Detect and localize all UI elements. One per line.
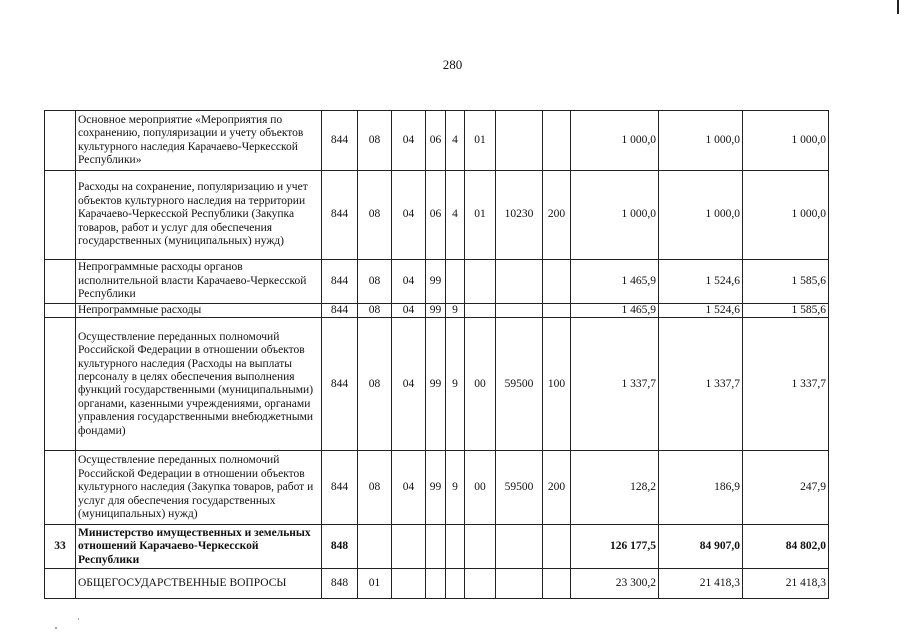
target-code-part3: 01 [465,171,496,260]
amount-year-1: 1 465,9 [571,260,659,304]
row-number [45,260,76,304]
target-code-part4 [496,569,543,599]
section-code: 08 [358,260,392,304]
target-code-part2 [446,525,465,569]
row-number [45,569,76,599]
section-code [358,525,392,569]
ministry-code: 844 [322,260,358,304]
ministry-code: 848 [322,569,358,599]
expense-type-code: 200 [543,171,571,260]
target-code-part3 [465,304,496,318]
amount-year-1: 1 337,7 [571,318,659,451]
ministry-code: 848 [322,525,358,569]
target-code-part4: 59500 [496,451,543,525]
row-description: Непрограммные расходы [76,304,322,318]
table-row [45,304,829,318]
target-code-part4: 59500 [496,318,543,451]
ministry-code: 844 [322,111,358,171]
section-code: 08 [358,171,392,260]
amount-year-1: 23 300,2 [571,569,659,599]
target-code-part4 [496,525,543,569]
row-number [45,304,76,318]
amount-year-2: 1 000,0 [659,111,743,171]
amount-year-1: 1 000,0 [571,111,659,171]
target-code-part1: 99 [426,318,446,451]
target-code-part1 [426,569,446,599]
subsection-code [392,569,426,599]
target-code-part1: 99 [426,304,446,318]
expense-type-code: 100 [543,318,571,451]
amount-year-1: 126 177,5 [571,525,659,569]
expense-type-code: 200 [543,451,571,525]
row-description: Непрограммные расходы органов исполнительной власти Карачаево-Черкесской Республики [76,260,322,304]
row-description: Расходы на сохранение, популяризацию и учет объектов культурного наследия на территории Карачаево-Черкесской Республики (Закупка товаров, работ и услуг для обеспечения государственных (муниципальных) нужд) [76,171,322,260]
ministry-code: 844 [322,451,358,525]
target-code-part4 [496,304,543,318]
target-code-part4 [496,111,543,171]
section-code: 08 [358,304,392,318]
amount-year-3: 1 337,7 [743,318,829,451]
subsection-code: 04 [392,171,426,260]
target-code-part1: 99 [426,451,446,525]
table-row [45,525,829,569]
target-code-part1 [426,525,446,569]
row-number [45,171,76,260]
target-code-part4 [496,260,543,304]
ministry-code: 844 [322,304,358,318]
corner-mark [897,0,899,14]
amount-year-3: 247,9 [743,451,829,525]
table-body [45,111,829,599]
target-code-part2: 4 [446,171,465,260]
expense-type-code [543,260,571,304]
subsection-code: 04 [392,318,426,451]
expense-type-code [543,111,571,171]
amount-year-3: 1 585,6 [743,260,829,304]
amount-year-2: 1 524,6 [659,260,743,304]
expense-type-code [543,304,571,318]
budget-table [44,110,829,599]
row-description: Основное мероприятие «Мероприятия по сохранению, популяризации и учету объектов культурного наследия Карачаево-Черкесской Республики» [76,111,322,171]
amount-year-2: 1 337,7 [659,318,743,451]
row-description: Осуществление переданных полномочий Российской Федерации в отношении объектов культурного наследия (Закупка товаров, работ и услуг для обеспечения государственных (муниципальных) нужд) [76,451,322,525]
amount-year-2: 21 418,3 [659,569,743,599]
target-code-part2: 9 [446,451,465,525]
subsection-code: 04 [392,304,426,318]
target-code-part2: 9 [446,318,465,451]
amount-year-3: 1 000,0 [743,111,829,171]
scan-speck [78,618,79,620]
subsection-code: 04 [392,451,426,525]
row-description: Осуществление переданных полномочий Российской Федерации в отношении объектов культурного наследия (Расходы на выплаты персоналу в целях обеспечения выполнения функций государственными (муниципальными) органами, казенными учреждениями, органами управления государственными внебюджетными фондами) [76,318,322,451]
scan-speck [55,627,57,629]
table-row [45,111,829,171]
amount-year-3: 84 802,0 [743,525,829,569]
amount-year-2: 84 907,0 [659,525,743,569]
target-code-part3 [465,525,496,569]
section-code: 08 [358,111,392,171]
expense-type-code [543,569,571,599]
amount-year-2: 186,9 [659,451,743,525]
ministry-code: 844 [322,318,358,451]
row-description: ОБЩЕГОСУДАРСТВЕННЫЕ ВОПРОСЫ [76,569,322,599]
section-code: 01 [358,569,392,599]
amount-year-2: 1 524,6 [659,304,743,318]
amount-year-1: 1 000,0 [571,171,659,260]
row-number [45,111,76,171]
target-code-part3 [465,569,496,599]
amount-year-1: 128,2 [571,451,659,525]
table-row [45,569,829,599]
amount-year-3: 1 000,0 [743,171,829,260]
ministry-code: 844 [322,171,358,260]
target-code-part2: 4 [446,111,465,171]
row-description: Министерство имущественных и земельных отношений Карачаево-Черкесской Республики [76,525,322,569]
table-row [45,171,829,260]
target-code-part2: 9 [446,304,465,318]
table-row [45,260,829,304]
amount-year-2: 1 000,0 [659,171,743,260]
section-code: 08 [358,451,392,525]
target-code-part1: 06 [426,171,446,260]
target-code-part3: 00 [465,451,496,525]
target-code-part4: 10230 [496,171,543,260]
amount-year-3: 1 585,6 [743,304,829,318]
row-number [45,451,76,525]
target-code-part1: 06 [426,111,446,171]
subsection-code [392,525,426,569]
amount-year-1: 1 465,9 [571,304,659,318]
expense-type-code [543,525,571,569]
row-number: 33 [45,525,76,569]
row-number [45,318,76,451]
table-row [45,451,829,525]
target-code-part3: 00 [465,318,496,451]
target-code-part3: 01 [465,111,496,171]
subsection-code: 04 [392,111,426,171]
target-code-part3 [465,260,496,304]
amount-year-3: 21 418,3 [743,569,829,599]
page-number: 280 [442,57,463,72]
target-code-part1: 99 [426,260,446,304]
subsection-code: 04 [392,260,426,304]
target-code-part2 [446,260,465,304]
target-code-part2 [446,569,465,599]
section-code: 08 [358,318,392,451]
table-row [45,318,829,451]
